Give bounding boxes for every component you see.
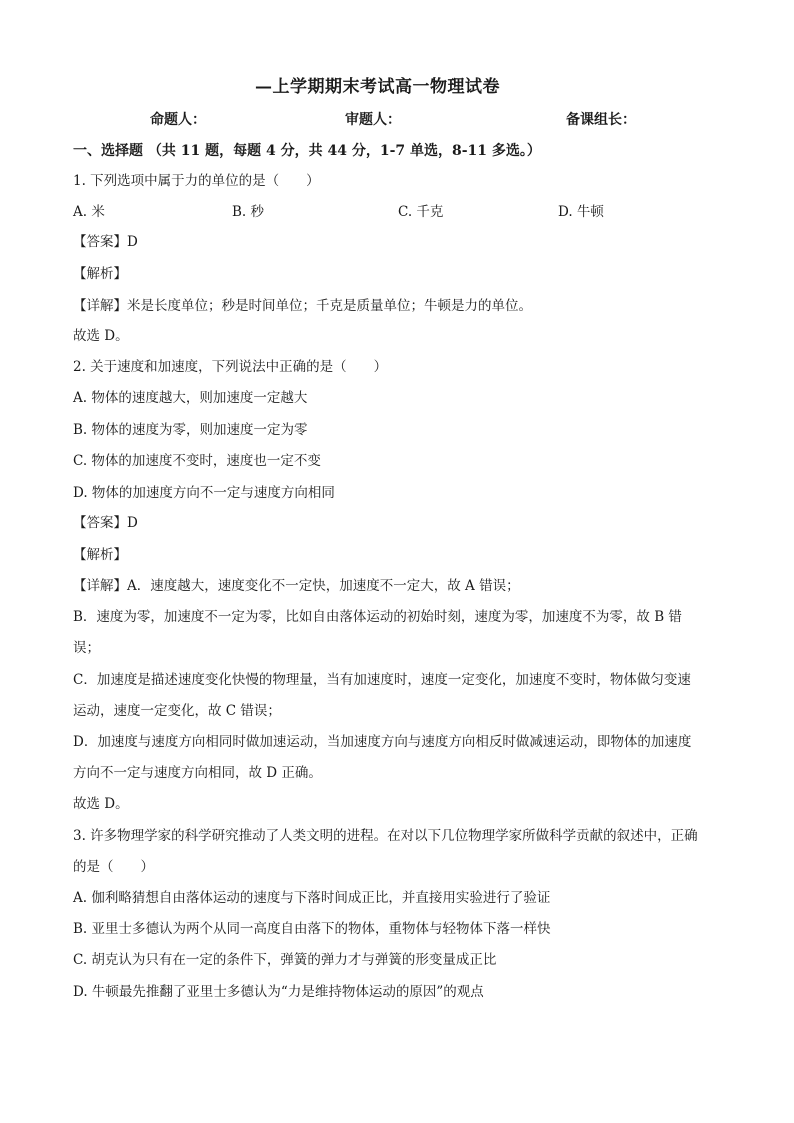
q2-stem: 2. 关于速度和加速度，下列说法中正确的是（ ） [73,359,388,375]
q3-option-a: A. 伽利略猜想自由落体运动的速度与下落时间成正比，并直接用实验进行了验证 [73,890,551,906]
q1-conclusion: 故选 D。 [73,328,129,344]
q2-option-b: B. 物体的速度为零，则加速度一定为零 [73,422,308,438]
q1-analysis: 【解析】 [73,266,127,282]
q1-option-b: B. 秒 [232,204,265,220]
q2-detail-line-3: 误； [73,640,100,656]
q1-option-d: D. 牛顿 [558,204,604,220]
q1-answer: 【答案】D [73,234,138,250]
q2-conclusion: 故选 D。 [73,796,129,812]
q3-option-c: C. 胡克认为只有在一定的条件下，弹簧的弹力才与弹簧的形变量成正比 [73,952,497,968]
q2-detail-line-1: 【详解】A．速度越大，速度变化不一定快，加速度不一定大，故 A 错误； [73,578,520,594]
q1-stem: 1. 下列选项中属于力的单位的是（ ） [73,173,320,189]
q2-option-a: A. 物体的速度越大，则加速度一定越大 [73,390,308,406]
group-leader-label: 备课组长： [566,112,636,128]
q2-detail-line-6: D．加速度与速度方向相同时做加速运动，当加速度方向与速度方向相反时做减速运动，即物体的加速度 [73,734,692,750]
author-label: 命题人： [150,112,206,128]
reviewer-label: 审题人： [345,112,401,128]
q3-option-d: D. 牛顿最先推翻了亚里士多德认为“力是维持物体运动的原因”的观点 [73,984,484,1000]
q2-detail-line-7: 方向不一定与速度方向相同，故 D 正确。 [73,765,322,781]
q1-option-a: A. 米 [73,204,105,220]
q2-option-c: C. 物体的加速度不变时，速度也一定不变 [73,453,321,469]
q2-answer: 【答案】D [73,515,138,531]
q1-option-c: C. 千克 [398,204,444,220]
q2-detail-line-4: C．加速度是描述速度变化快慢的物理量，当有加速度时，速度一定变化，加速度不变时，物体做匀变速 [73,672,691,688]
q2-detail-line-2: B．速度为零，加速度不一定为零，比如自由落体运动的初始时刻，速度为零，加速度不为零，故 B 错 [73,609,682,625]
q2-option-d: D. 物体的加速度方向不一定与速度方向相同 [73,485,335,501]
q2-analysis: 【解析】 [73,547,127,563]
q3-stem-line-2: 的是（ ） [73,859,154,875]
q1-detail: 【详解】米是长度单位；秒是时间单位；千克是质量单位；牛顿是力的单位。 [73,298,532,314]
q3-stem-line-1: 3. 许多物理学家的科学研究推动了人类文明的进程。在对以下几位物理学家所做科学贡献的叙述中，正确 [73,828,698,844]
section-heading: 一、选择题 （共 11 题，每题 4 分，共 44 分，1-7 单选，8-11 多选。） [73,143,541,159]
q2-detail-line-5: 运动，速度一定变化，故 C 错误； [73,703,281,719]
page-title: —上学期期末考试高一物理试卷 [255,77,500,97]
q3-option-b: B. 亚里士多德认为两个从同一高度自由落下的物体，重物体与轻物体下落一样快 [73,921,551,937]
